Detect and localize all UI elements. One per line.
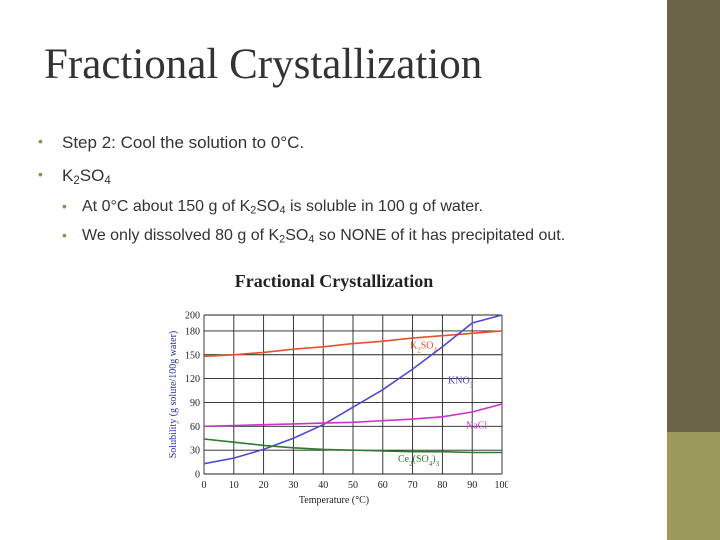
series-label: NaCl	[466, 420, 488, 432]
y-tick-label: 150	[185, 350, 200, 362]
series-label: $K_2SO_4$	[410, 340, 438, 355]
x-tick-label: 20	[258, 480, 269, 491]
x-tick-label: 80	[437, 480, 448, 491]
y-tick-label: 90	[190, 397, 200, 409]
x-tick-label: 90	[467, 480, 478, 491]
y-tick-label: 180	[185, 326, 200, 338]
series-label: $KNO_3$	[448, 375, 474, 390]
bullet-list	[0, 0, 660, 280]
x-axis-label: Temperature (°C)	[298, 495, 370, 506]
sub-bullet-solubility: • At 0°C about 150 g of $K_2SO_4$ is soluble in 100 g of water.	[76, 195, 636, 218]
y-tick-label: 120	[185, 374, 200, 386]
x-tick-label: 0	[201, 480, 207, 491]
chart-title: Fractional Crystallization	[234, 271, 434, 291]
x-tick-label: 60	[377, 480, 388, 491]
y-tick-label: 0	[195, 469, 200, 481]
x-tick-label: 30	[288, 480, 299, 491]
x-tick-label: 100	[494, 480, 508, 491]
side-bar-accent	[667, 432, 720, 540]
y-tick-label: 30	[190, 445, 200, 457]
bullet-k2so4: • $K_2SO_4$	[38, 166, 111, 187]
bullet-dot: •	[38, 166, 43, 182]
x-tick-label: 40	[318, 480, 329, 491]
x-tick-label: 70	[407, 480, 418, 491]
x-tick-label: 10	[228, 480, 239, 491]
chart-svg	[164, 267, 508, 509]
y-axis-label: Solubility (g solute/100g water)	[168, 330, 179, 459]
bullet-dot: •	[62, 198, 67, 214]
slide-title: Fractional Crystallization	[44, 41, 483, 88]
x-tick-label: 50	[348, 480, 358, 491]
solubility-chart	[164, 267, 508, 509]
bullet-dot: •	[38, 133, 43, 149]
series-label: $Ce_2(SO_4)_3$	[398, 454, 440, 469]
sub-bullet-dissolved: • We only dissolved 80 g of $K_2SO_4$ so NONE of it has precipitated out.	[76, 224, 636, 247]
bullet-step2: • Step 2: Cool the solution to 0°C.	[38, 133, 305, 152]
y-tick-label: 60	[190, 421, 200, 433]
y-tick-label: 200	[185, 310, 200, 322]
bullet-dot: •	[62, 227, 67, 243]
